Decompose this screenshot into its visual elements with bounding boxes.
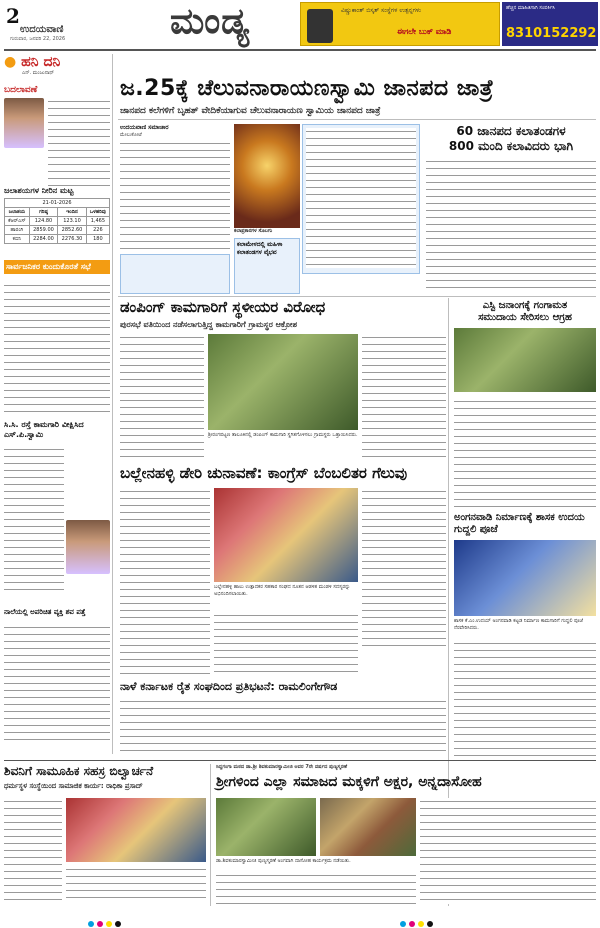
reporter-photo — [66, 520, 110, 574]
cyan-dot-icon — [88, 921, 94, 927]
story2-headline: ಡಂಪಿಂಗ್‌ ಕಾಮಗಾರಿಗೆ ಸ್ಥಳೀಯರ ವಿರೋಧ — [120, 298, 326, 316]
dam-cell: 123.10 — [58, 217, 87, 226]
third-headline: ನಾಲೆಯಲ್ಲಿ ಅಪರಿಚಿತ ವ್ಯಕ್ತಿ ಶವ ಪತ್ತೆ — [4, 608, 86, 616]
dam-cell: 2276.30 — [58, 235, 87, 244]
feature-text-block — [48, 98, 110, 188]
dam-cell: 1,465 — [86, 217, 109, 226]
right-story-b-headline: ಅಂಗನವಾಡಿ ನಿರ್ಮಾಣಕ್ಕೆ ಶಾಸಕ ಉದಯ ಗುದ್ದಲಿ ಪೂಜೆ — [454, 512, 585, 535]
print-registration-marks-right — [400, 912, 436, 928]
second-headline: ಸಿ.ಸಿ. ರಸ್ತೆ ಕಾಮಗಾರಿ ವೀಕ್ಷಿಸಿದ ಎಸ್‌.ಪಿ.ಸ್ವಾಮಿ — [4, 420, 84, 439]
side-ad-text: ಹೆಚ್ಚಿನ ಮಾಹಿತಿಗಾಗಿ ಸಂಪರ್ಕಿಸಿ — [506, 5, 555, 11]
brand-label: ಹನಿ ದನಿ — [21, 54, 61, 70]
top-ad-headline: ಈಗಲೇ ಬುಕ್‌ ಮಾಡಿ — [397, 27, 452, 36]
bottom-right-kicker: ಸಿದ್ದಗಂಗಾ ಮಠದ ಡಾ.ಶ್ರೀ ಶಿವಕುಮಾರಸ್ವಾಮೀಜಿ ಅವರ 7ನೇ ವರ್ಷದ ಪುಣ್ಯಸ್ಮರಣೆ — [216, 764, 348, 770]
magenta-dot-icon — [97, 921, 103, 927]
masthead-rule — [4, 49, 596, 51]
story2-text — [120, 334, 204, 462]
bottom-left-photo — [66, 798, 206, 862]
dam-cell: ಹಾರಂಗಿ — [5, 226, 30, 235]
brand-author: ಎನ್‌. ಮಂಜುನಾಥ್‌ — [22, 70, 55, 76]
story4-text — [120, 698, 446, 756]
story4-headline: ನಾಳೆ ಕರ್ನಾಟಕ ರೈತ ಸಂಘದಿಂದ ಪ್ರತಿಭಟನೆ: ರಾಮಲಿಂಗೇಗೌಡ — [120, 680, 338, 693]
side-advertisement[interactable] — [502, 2, 598, 46]
lead-subhead: ಜಾನಪದ ಕಲೆಗಳಿಗೆ ಬೃಹತ್‌ ವೇದಿಕೆಯಾಗುವ ಚೆಲುವನಾರಾಯಣ ಸ್ವಾಮಿಯ ಜಾನಪದ ಜಾತ್ರೆ — [120, 106, 381, 116]
table-row — [5, 226, 110, 235]
women-box-title: ಕಲಾಮೇಳದಲ್ಲಿ ಮಹಿಳಾ ಕಲಾತಂಡಗಳ ವೈಭವ — [237, 241, 283, 256]
bottom-left-text — [4, 798, 62, 902]
feature-title: ಬದಲಾವಣೆ — [4, 85, 38, 95]
top-advertisement[interactable] — [300, 2, 500, 46]
yellow-dot-icon — [106, 921, 112, 927]
right-story-a-headline — [454, 300, 596, 324]
lead-byline — [120, 124, 230, 139]
bottom-right-caption: ಡಾ.ಶಿವಕುಮಾರಸ್ವಾಮೀಜಿ ಪುಣ್ಯಸ್ಮರಣೆ ಅಂಗವಾಗಿ ದಾಸೋಹ ಕಾರ್ಯಕ್ರಮ ನಡೆಯಿತು. — [216, 858, 351, 864]
lead-text-col3 — [426, 158, 596, 290]
right-story-b-text — [454, 640, 596, 756]
lead-bullet-box — [302, 124, 420, 274]
strip-headline: ಸಾರ್ವಜನಿಕರ ಕುಂದುಕೊರತೆ ಸಭೆ — [4, 260, 110, 274]
bullet-list — [306, 128, 416, 268]
lead-rule — [118, 119, 596, 120]
story2-text-col2 — [362, 334, 446, 462]
right-story-a-photo — [454, 328, 596, 392]
right-story-b-photo — [454, 540, 596, 616]
right-story-a-line2: ಸಮುದಾಯ ಸೇರಿಸಲು ಆಗ್ರಹ — [478, 312, 572, 323]
right-story-a-line1: ಎಸ್ಟಿ ಜನಾಂಗಕ್ಕೆ ಗಂಗಾಮತ — [482, 300, 568, 311]
right-story-b-caption: ಶಾಸಕ ಕೆ.ಎಂ.ಉದಯ್‌ ಅಂಗನವಾಡಿ ಕಟ್ಟಡ ನಿರ್ಮಾಣ ಕಾಮಗಾರಿಗೆ ಗುದ್ದಲಿ ಪೂಜೆ ನೆರವೇರಿಸಿದರು. — [454, 618, 583, 631]
yellow-dot-icon — [418, 921, 424, 927]
section-rule — [118, 296, 596, 297]
side-title-line1: 60 ಜಾನಪದ ಕಲಾತಂಡಗಳ — [456, 124, 566, 138]
bottom-right-photo2 — [320, 798, 416, 856]
story3-photo — [214, 488, 358, 582]
story3-text — [120, 488, 210, 678]
story2-caption: ಶ್ರೀರಂಗಪಟ್ಟಣ ತಾಲೂಕಿನಲ್ಲಿ ಡಂಪಿಂಗ್‌ ಕಾಮಗಾರಿ ಸ್ಥಗಿತಗೊಳಿಸಲು ಗ್ರಾಮಸ್ಥರು ಒತ್ತಾಯಿಸಿದರು. — [208, 432, 358, 438]
dam-cell: ಕೆಆರ್‌ಎಸ್‌ — [5, 217, 30, 226]
lead-info-box — [120, 254, 230, 294]
paper-name: ಉದಯವಾಣಿ — [20, 24, 64, 35]
bottom-left-subhead: ಧರ್ಮಸ್ಥಳ ಸಂಸ್ಥೆಯಿಂದ ಸಾಮಾಜಿಕ ಕಾರ್ಯ: ರಾಧಿಕಾ ಪ್ರಸಾದ್‌ — [4, 782, 143, 790]
bottom-right-headline: ಶ್ರೀಗಳಿಂದ ಎಲ್ಲಾ ಸಮಾಜದ ಮಕ್ಕಳಿಗೆ ಅಕ್ಷರ, ಅನ್ನದಾಸೋಹ — [216, 774, 482, 790]
dam-levels-title: ಜಲಾಶಯಗಳ ನೀರಿನ ಮಟ್ಟ — [4, 186, 74, 195]
lead-headline: ಜ.25ಕ್ಕೆ ಚೆಲುವನಾರಾಯಣಸ್ವಾಮಿ ಜಾನಪದ ಜಾತ್ರೆ — [120, 76, 494, 101]
black-dot-icon — [427, 921, 433, 927]
side-ad-phone: 8310152292 — [506, 26, 597, 41]
dateline: ಗುರುವಾರ, ಜನವರಿ 22, 2026 — [10, 36, 66, 42]
right-story-a-text — [454, 398, 596, 508]
story2-subhead: ಪುರಸಭೆ ವತಿಯಿಂದ ನಡೆಸಲಾಗುತ್ತಿದ್ದ ಕಾಮಗಾರಿಗೆ ಗ್ರಾಮಸ್ಥರ ಆಕ್ರೋಶ — [120, 320, 297, 329]
table-row — [5, 235, 110, 244]
side-title-line2: 800 ಮಂದಿ ಕಲಾವಿದರು ಭಾಗಿ — [448, 139, 574, 153]
black-dot-icon — [115, 921, 121, 927]
lead-text-col1 — [120, 140, 230, 250]
bottom-right-text — [216, 872, 416, 904]
dam-cell: 2852.60 — [58, 226, 87, 235]
dam-levels-table — [4, 198, 110, 244]
story3-text-col2 — [362, 488, 446, 648]
table-row — [5, 217, 110, 226]
city-title: ಮಂಡ್ಯ — [170, 0, 251, 42]
top-ad-text: ವಿಷ್ಣುಕಾಂತ್‌ ಬಿಸ್ಕತ್‌ ಸಂಸ್ಥೆಗಳ ಉತ್ಪನ್ನಗಳು — [341, 7, 422, 14]
second-story-text — [4, 446, 64, 596]
story3-headline: ಬಲ್ಲೇನಹಳ್ಳಿ ಡೇರಿ ಚುನಾವಣೆ: ಕಾಂಗ್ರೆಸ್‌ ಬೆಂಬಲಿತರ ಗೆಲುವು — [120, 464, 408, 482]
dam-col-header: ಜಲಾಶಯ — [5, 208, 30, 217]
story3-text-col3 — [214, 612, 358, 678]
cyan-dot-icon — [400, 921, 406, 927]
bottom-left-headline: ಶಿವನಿಗೆ ಸಾಮೂಹಿಕ ಸಹಸ್ರ ಬಿಲ್ವಾರ್ಚನೆ — [4, 764, 154, 778]
dam-cell: ಕಬಿನಿ — [5, 235, 30, 244]
lead-place: ಮೇಲುಕೋಟೆ — [120, 132, 142, 138]
dam-cell: 2284.00 — [29, 235, 58, 244]
bottom-right-photo1 — [216, 798, 316, 856]
bottom-right-text2 — [420, 798, 596, 904]
column-divider — [112, 54, 113, 754]
phone-image-icon — [307, 9, 333, 43]
lead-reporter: ಉದಯವಾಣಿ ಸಮಾಚಾರ — [120, 124, 169, 131]
dam-cell: 226 — [86, 226, 109, 235]
feature-photo — [4, 98, 44, 148]
lead-photo — [234, 124, 300, 228]
magenta-dot-icon — [409, 921, 415, 927]
bottom-divider — [210, 764, 211, 906]
strip-story-text — [4, 282, 110, 412]
third-story-text — [4, 624, 110, 744]
dam-date: 21-01-2026 — [5, 199, 110, 208]
dam-cell: 180 — [86, 235, 109, 244]
story3-caption: ಬಲ್ಲೇನಹಳ್ಳಿ ಹಾಲು ಉತ್ಪಾದಕರ ಸಹಕಾರ ಸಂಘದ ನೂತನ ಆಡಳಿತ ಮಂಡಳಿ ಸದಸ್ಯರನ್ನು ಅಭಿನಂದಿಸಲಾಯಿತು. — [214, 584, 351, 597]
honey-dani-column — [4, 54, 110, 188]
lead-side-title — [426, 124, 596, 154]
dam-col-header: ಗರಿಷ್ಠ — [29, 208, 58, 217]
print-registration-marks — [88, 912, 124, 928]
dam-col-header: ಇಂದಿನ — [58, 208, 87, 217]
dam-cell: 124.80 — [29, 217, 58, 226]
story2-photo — [208, 334, 358, 430]
page-number: 2 — [6, 4, 20, 28]
lead-photo-caption: ಕಲಾಪ್ರಕಾರಗಳ ಸೊಬಗು — [234, 228, 273, 234]
bottom-left-text2 — [66, 866, 206, 904]
dam-cell: 2859.00 — [29, 226, 58, 235]
honey-dani-logo: ● ಹನಿ ದನಿ — [4, 54, 61, 70]
dam-col-header: ಒಳಹರಿವು — [86, 208, 109, 217]
women-box — [234, 238, 300, 294]
bottom-rule — [4, 760, 596, 761]
